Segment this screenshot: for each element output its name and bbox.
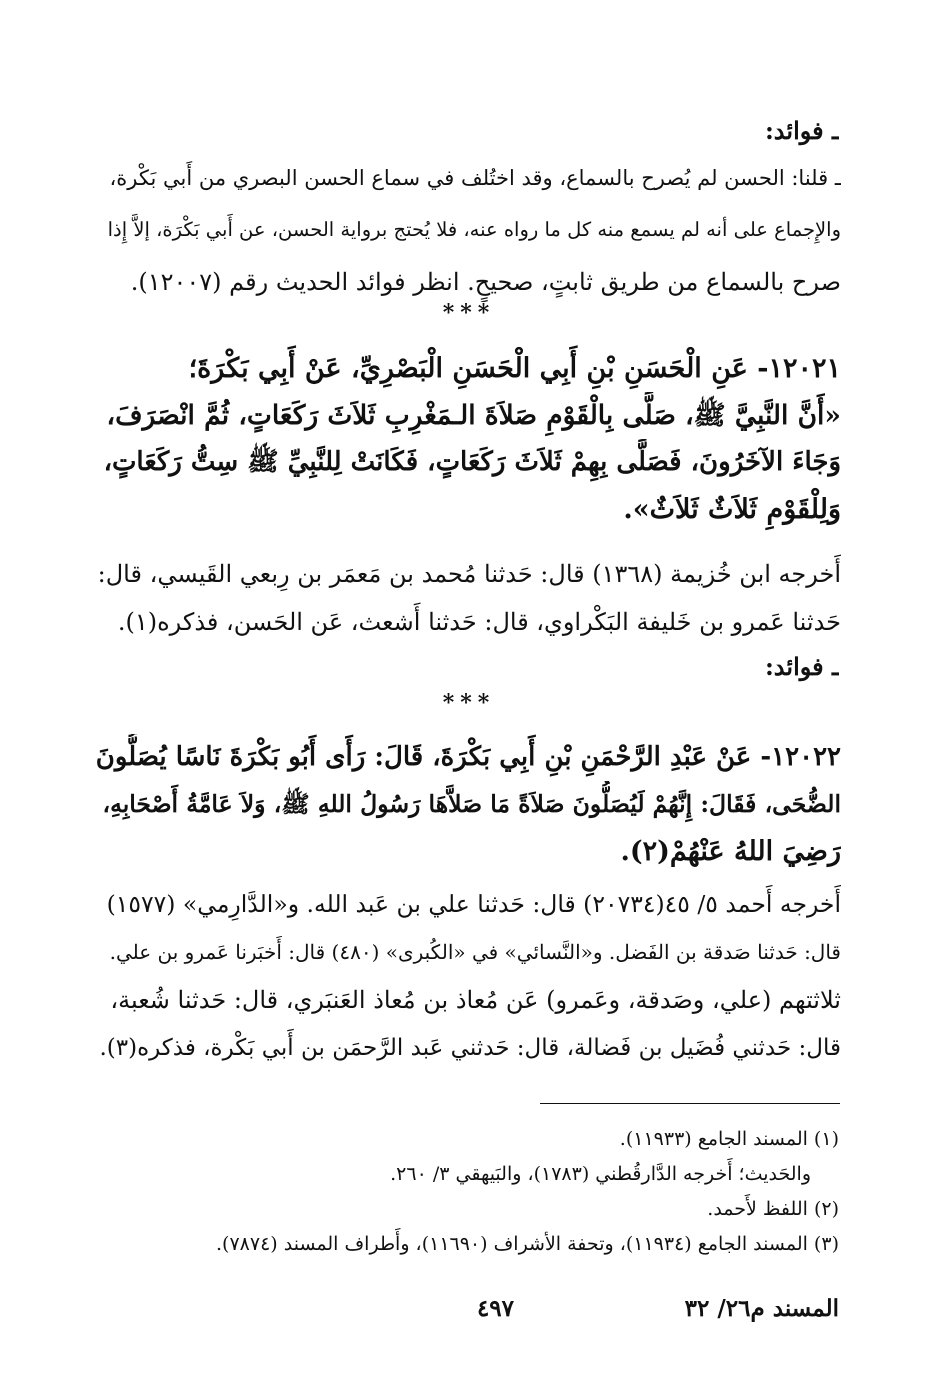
signature-mark: المسند م٢٦/ ٣٢ [684,1295,839,1322]
hadith-line: ١٢٠٢٢- عَنْ عَبْدِ الرَّحْمَنِ بْنِ أَبِي بَكْرَةَ، قَالَ: رَأَى أَبُو بَكْرَةَ نَاسًا يُصَلُّونَ [96,742,841,772]
takhrij-12021 [96,554,841,642]
paragraph-line: صرح بالسماع من طريق ثابتٍ، صحيحٍ. انظر فوائد الحديث رقم (١٢٠٠٧). [130,268,841,296]
footnote-1-continuation: والحَديث؛ أَخرجه الدَّارقُطني (١٧٨٣)، والبَيهقي ٣/ ٢٦٠. [390,1163,811,1185]
footnotes [99,1122,839,1262]
takhrij-12022 [96,884,841,1068]
takhrij-line: قال: حَدثنا صَدقة بن الفَضل. و«النَّسائي» في «الكُبرى» (٤٨٠) قال: أَخبَرنا عَمرو بن علي. [109,940,841,964]
benefits-paragraph [96,158,841,302]
benefits-heading: ـ فوائد: [764,652,839,681]
takhrij-line: أَخرجه ابن خُزيمة (١٣٦٨) قال: حَدثنا مُحمد بن مَعمَر بن رِبعي القَيسي، قال: [97,560,841,588]
footnote-2: (٢) اللفظ لأَحمد. [707,1198,839,1220]
footnote-1: (١) المسند الجامع (١١٩٣٣). [619,1128,839,1150]
takhrij-line: ثلاثتهم (علي، وصَدقة، وعَمرو) عَن مُعاذ بن مُعاذ العَنبَري، قال: حَدثنا شُعبة، [110,986,841,1014]
hadith-line: رَضِيَ اللهُ عَنْهُمْ(٢). [620,836,841,867]
benefits-heading: ـ فوائد: [764,116,839,145]
hadith-line: وَجَاءَ الآخَرُونَ، فَصَلَّى بِهِمْ ثَلاَثَ رَكَعَاتٍ، فَكَانَتْ لِلنَّبِيِّ ﷺ سِتُّ رَكَعَاتٍ، [103,447,841,477]
hadith-line: وَلِلْقَوْمِ ثَلاَثٌ ثَلاَثٌ». [623,494,841,525]
section-separator: *** [442,690,496,716]
takhrij-line: حَدثنا عَمرو بن خَليفة البَكْراوي، قال: حَدثنا أَشعث، عَن الحَسن، فذكره(١). [117,608,841,636]
hadith-12022 [96,734,841,875]
takhrij-line: أَخرجه أَحمد ٥/ ٤٥(٢٠٧٣٤) قال: حَدثنا علي بن عَبد الله. و«الدَّارِمي» (١٥٧٧) [106,890,841,918]
hadith-line: «أَنَّ النَّبِيَّ ﷺ، صَلَّى بِالْقَوْمِ صَلاَةَ الـمَغْرِبِ ثَلاَثَ رَكَعَاتٍ، ثُمَّ انْصَرَفَ، [106,400,841,431]
paragraph-line: ـ قلنا: الحسن لم يُصرح بالسماع، وقد اختُلف في سماع الحسن البصري من أَبي بَكْرة، [109,166,841,190]
footnote-3: (٣) المسند الجامع (١١٩٣٤)، وتحفة الأشراف (١١٦٩٠)، وأَطراف المسند (٧٨٧٤). [216,1233,839,1255]
hadith-line: ١٢٠٢١- عَنِ الْحَسَنِ بْنِ أَبِي الْحَسَنِ الْبَصْرِيِّ، عَنْ أَبِي بَكْرَةَ؛ [188,353,841,384]
hadith-12021 [96,345,841,533]
benefits-section-2 [99,650,839,684]
page-number: ٤٩٧ [476,1295,514,1322]
paragraph-line: والإِجماع على أنه لم يسمع منه كل ما رواه عنه، فلا يُحتج برواية الحسن، عن أَبي بَكْرَة، إلاَّ إِذا [107,218,841,241]
footnote-divider [540,1103,840,1104]
takhrij-line: قال: حَدثني فُضَيل بن فَضالة، قال: حَدثني عَبد الرَّحمَن بن أَبي بَكْرة، فذكره(٣). [99,1035,841,1061]
hadith-line: الضُّحَى، فَقَالَ: إِنَّهُمْ لَيُصَلُّونَ صَلاَةً مَا صَلاَّهَا رَسُولُ اللهِ ﷺ، وَلاَ عَامَّةُ أَصْحَابِهِ، [102,790,841,818]
benefits-section-1 [99,114,839,148]
section-separator: *** [442,300,496,326]
